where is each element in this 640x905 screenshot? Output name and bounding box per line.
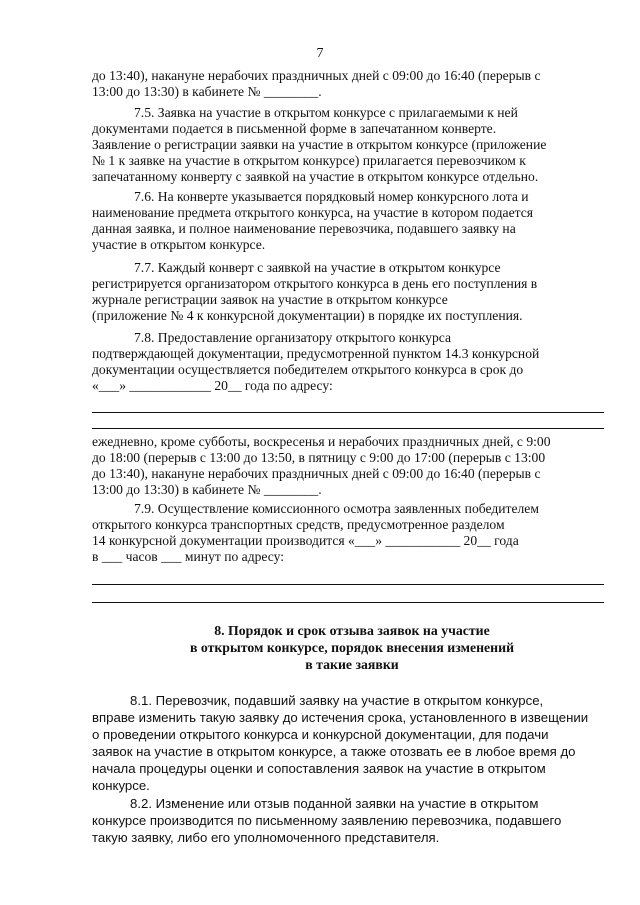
- text-line: до 13:40), накануне нерабочих праздничных дней с 09:00 до 16:40 (перерыв с: [92, 466, 541, 481]
- text-line: такую заявку, либо его уполномоченного представителя.: [92, 830, 440, 845]
- paragraph-7-7: [92, 260, 612, 324]
- text-line: до 13:40), накануне нерабочих праздничных дней с 09:00 до 16:40 (перерыв с: [92, 68, 541, 83]
- text-line: Заявление о регистрации заявки на участие в открытом конкурсе (приложение: [92, 137, 547, 152]
- paragraph-7-6: [92, 189, 612, 253]
- text-line: документации осуществляется победителем открытого конкурса в срок до: [92, 362, 524, 377]
- text-line: 13:00 до 13:30) в кабинете № ________.: [92, 482, 322, 497]
- text-line: конкурсе.: [92, 778, 150, 793]
- text-line: 7.7. Каждый конверт с заявкой на участие в открытом конкурсе: [134, 260, 501, 275]
- paragraph-7-8-schedule: [92, 434, 612, 498]
- text-line: журнале регистрации заявок на участие в открытом конкурсе: [92, 292, 448, 307]
- text-line: данная заявка, и полное наименование перевозчика, подавшего заявку на: [92, 221, 516, 236]
- text-line: 7.9. Осуществление комиссионного осмотра заявленных победителем: [134, 501, 539, 516]
- paragraph-8-1: [92, 692, 612, 794]
- section-8-heading: [92, 622, 612, 673]
- address-blank-line: [92, 584, 604, 585]
- text-line: участие в открытом конкурсе.: [92, 237, 266, 252]
- text-line: № 1 к заявке на участие в открытом конкурсе) прилагается перевозчиком к: [92, 153, 526, 168]
- address-blank-line: [92, 412, 604, 413]
- heading-line: 8. Порядок и срок отзыва заявок на участие: [214, 623, 490, 638]
- text-line: 13:00 до 13:30) в кабинете № ________.: [92, 84, 322, 99]
- text-line: «___» ____________ 20__ года по адресу:: [92, 378, 333, 393]
- address-blank-line: [92, 428, 604, 429]
- address-blank-line: [92, 602, 604, 603]
- paragraph-7-9: [92, 501, 612, 565]
- text-line: до 18:00 (перерыв с 13:00 до 13:50, в пятницу с 9:00 до 17:00 (перерыв с 13:00: [92, 450, 546, 465]
- heading-line: в такие заявки: [305, 657, 399, 672]
- text-line: вправе изменить такую заявку до истечения срока, установленного в извещении: [92, 710, 589, 725]
- text-line: начала процедуры оценки и сопоставления заявок на участие в открытом: [92, 761, 546, 776]
- paragraph-8-2: [92, 795, 612, 846]
- paragraph-7-4-continuation: [92, 68, 612, 100]
- text-line: 8.1. Перевозчик, подавший заявку на участие в открытом конкурсе,: [130, 693, 544, 708]
- text-line: о проведении открытого конкурса и конкурсной документации, для подачи: [92, 727, 549, 742]
- text-line: запечатанному конверту с заявкой на участие в открытом конкурсе отдельно.: [92, 169, 539, 184]
- text-line: открытого конкурса транспортных средств, предусмотренное разделом: [92, 517, 505, 532]
- text-line: 7.6. На конверте указывается порядковый номер конкурсного лота и: [134, 189, 529, 204]
- text-line: 14 конкурсной документации производится «___» ___________ 20__ года: [92, 533, 519, 548]
- text-line: (приложение № 4 к конкурсной документации) в порядке их поступления.: [92, 308, 523, 323]
- paragraph-7-8: [92, 330, 612, 394]
- heading-line: в открытом конкурсе, порядок внесения изменений: [189, 640, 515, 655]
- text-line: 8.2. Изменение или отзыв поданной заявки на участие в открытом: [130, 796, 539, 811]
- text-line: в ___ часов ___ минут по адресу:: [92, 549, 285, 564]
- text-line: наименование предмета открытого конкурса, на участие в котором подается: [92, 205, 534, 220]
- text-line: заявок на участие в открытом конкурсе, а также отозвать ее в любое время до: [92, 744, 576, 759]
- page-number: 7: [316, 46, 324, 61]
- text-line: подтверждающей документации, предусмотренной пунктом 14.3 конкурсной: [92, 346, 540, 361]
- text-line: конкурсе производится по письменному заявлению перевозчика, подавшего: [92, 813, 562, 828]
- text-line: 7.8. Предоставление организатору открытого конкурса: [134, 330, 452, 345]
- text-line: ежедневно, кроме субботы, воскресенья и нерабочих праздничных дней, с 9:00: [92, 434, 551, 449]
- text-line: регистрируется организатором открытого конкурса в день его поступления в: [92, 276, 538, 291]
- text-line: 7.5. Заявка на участие в открытом конкурсе с прилагаемыми к ней: [134, 105, 518, 120]
- paragraph-7-5: [92, 105, 612, 185]
- text-line: документами подается в письменной форме в запечатанном конверте.: [92, 121, 497, 136]
